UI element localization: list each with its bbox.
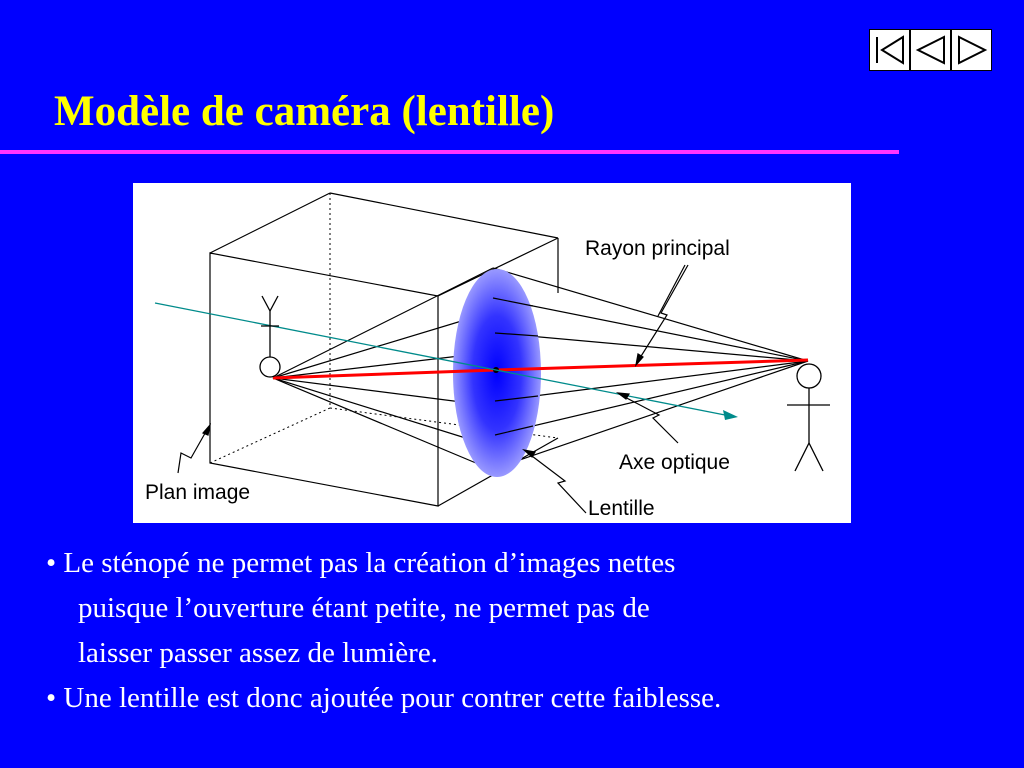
previous-slide-icon — [913, 33, 949, 67]
inverted-figure — [260, 296, 280, 377]
slide-title: Modèle de caméra (lentille) — [54, 88, 555, 135]
optical-axis — [155, 303, 738, 420]
bullet-item — [46, 541, 1006, 676]
lens — [453, 269, 541, 477]
first-slide-button[interactable] — [869, 29, 910, 71]
image-plane — [210, 253, 438, 506]
label-axe-optique: Axe optique — [619, 451, 730, 474]
label-rayon-principal: Rayon principal — [585, 237, 730, 260]
object-figure — [787, 364, 830, 471]
bullet-line: • Le sténopé ne permet pas la création d’images nettes — [46, 547, 676, 579]
title-divider — [0, 150, 899, 154]
label-plan-image: Plan image — [145, 481, 251, 504]
bullet-list — [46, 541, 1006, 721]
camera-lens-diagram — [133, 183, 851, 523]
label-lentille: Lentille — [588, 497, 655, 520]
bullet-line: • Une lentille est donc ajoutée pour contrer cette faiblesse. — [46, 682, 722, 714]
previous-slide-button[interactable] — [910, 29, 951, 71]
bullet-line: puisque l’ouverture étant petite, ne permet pas de — [78, 592, 650, 624]
slide-navigation — [869, 29, 994, 73]
next-slide-icon — [954, 33, 990, 67]
callout-leaders — [178, 265, 688, 513]
bullet-item — [46, 676, 1006, 721]
bullet-line: laisser passer assez de lumière. — [78, 637, 438, 669]
next-slide-button[interactable] — [951, 29, 992, 71]
first-slide-icon — [872, 33, 908, 67]
